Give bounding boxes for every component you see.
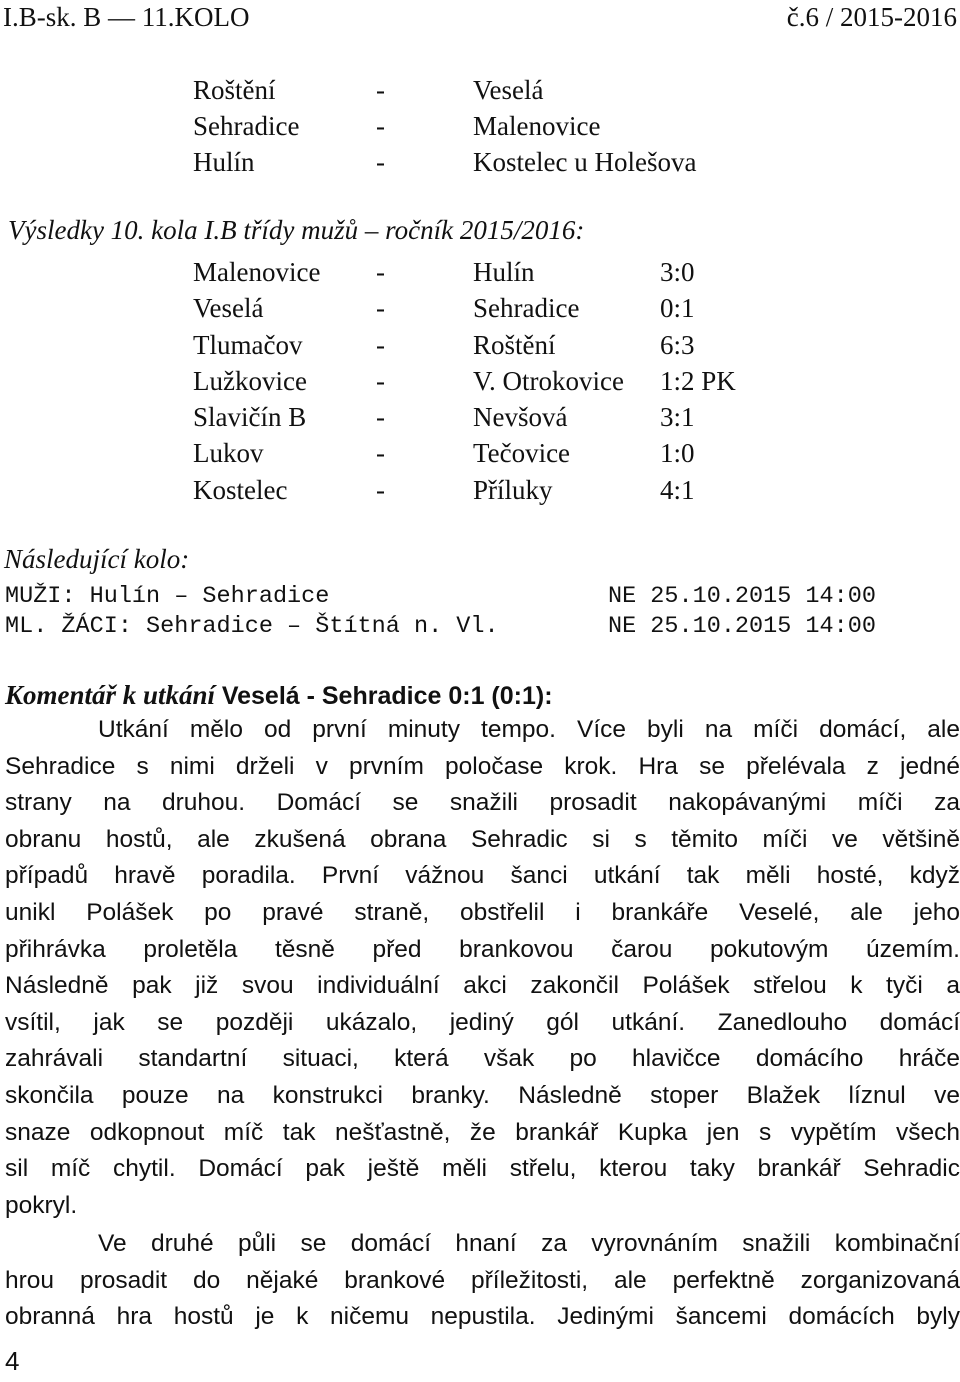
- result-home: Tlumačov: [193, 329, 303, 360]
- paragraph-line: unikl Polášek po pravé straně, obstřelil i brankáře Veselé, ale jeho: [5, 898, 960, 926]
- result-away: Nevšová: [473, 402, 568, 433]
- paragraph-line: sil míč chytil. Domácí pak ještě měli střelu, kterou taky brankář Sehradic: [5, 1155, 960, 1183]
- result-score: 0:1: [660, 293, 695, 324]
- fixture-row: [0, 108, 960, 144]
- result-home: Malenovice: [193, 257, 321, 287]
- result-row: [0, 363, 960, 399]
- paragraph-line: Ve druhé půli se domácí hnaní za vyrovnáním snažili kombinační: [98, 1230, 960, 1257]
- result-score: 6:3: [660, 329, 695, 360]
- result-score: 1:2 PK: [660, 365, 736, 396]
- fixture-home: Hulín: [193, 147, 255, 177]
- result-row: [0, 435, 960, 471]
- result-away: Sehradice: [473, 293, 580, 324]
- paragraph-line: vsítil, jak se později ukázalo, jediný gól utkání. Zanedlouho domácí: [5, 1008, 960, 1036]
- fixture-away: Malenovice: [473, 111, 601, 141]
- paragraph-line: hrou prosadit do nějaké brankové příležitosti, ale perfektně zorganizovaná: [5, 1266, 960, 1294]
- fixture-home: Sehradice: [193, 111, 300, 141]
- header-left: I.B-sk. B — 11.KOLO: [3, 2, 250, 32]
- result-row: [0, 399, 960, 435]
- paragraph-line: přihrávka proletěla těsně před brankovou čarou pokutovým územím.: [5, 935, 960, 963]
- comment-label: Komentář k utkání: [5, 680, 216, 710]
- result-row: [0, 290, 960, 326]
- result-away: V. Otrokovice: [473, 365, 624, 396]
- result-away: Příluky: [473, 474, 553, 505]
- result-home: Slavičín B: [193, 402, 307, 433]
- results-list: [0, 254, 960, 508]
- result-separator: -: [376, 474, 385, 505]
- result-separator: -: [376, 329, 385, 360]
- comment-heading: [5, 680, 553, 711]
- paragraph-line: snaze odkopnout míč tak nešťastně, že brankář Kupka jen s vypětím všech: [5, 1118, 960, 1146]
- comment-paragraph-2: [5, 1226, 960, 1336]
- result-row: [0, 327, 960, 363]
- fixture-row: [0, 144, 960, 180]
- result-separator: -: [376, 438, 385, 469]
- result-score: 3:1: [660, 402, 695, 433]
- result-separator: -: [376, 365, 385, 396]
- fixture-separator: -: [376, 75, 385, 105]
- result-away: Roštění: [473, 329, 556, 360]
- next-match: [5, 613, 876, 640]
- next-match: [5, 583, 876, 610]
- result-home: Lukov: [193, 438, 264, 469]
- paragraph-line: Sehradice s nimi drželi v prvním poločase krok. Hra se přelévala z jedné: [5, 752, 960, 780]
- paragraph-line: Následně pak již svou individuální akci zakončil Polášek střelou k tyči a: [5, 972, 960, 1000]
- next-match-datetime: NE 25.10.2015 14:00: [608, 613, 876, 640]
- result-score: 1:0: [660, 438, 695, 469]
- next-match-teams: MUŽI: Hulín – Sehradice: [5, 583, 330, 610]
- paragraph-line: skončila pouze na konstrukci branky. Následně stoper Blažek líznul ve: [5, 1081, 960, 1109]
- fixture-separator: -: [376, 147, 385, 177]
- result-home: Kostelec: [193, 474, 288, 505]
- results-title: Výsledky 10. kola I.B třídy mužů – ročník 2015/2016:: [8, 215, 585, 245]
- fixture-home: Roštění: [193, 75, 276, 105]
- paragraph-line: obranu hostů, ale zkušená obrana Sehradic si s těmito míči ve většině: [5, 825, 960, 853]
- fixtures-list: [0, 72, 960, 180]
- paragraph-line: Utkání mělo od první minuty tempo. Více byli na míči domácí, ale: [98, 716, 960, 743]
- result-row: [0, 254, 960, 290]
- result-home: Lužkovice: [193, 365, 307, 396]
- result-home: Veselá: [193, 293, 264, 324]
- next-round-title: Následující kolo:: [4, 544, 190, 574]
- fixture-separator: -: [376, 111, 385, 141]
- next-match-teams: ML. ŽÁCI: Sehradice – Štítná n. Vl.: [5, 613, 499, 640]
- next-match-datetime: NE 25.10.2015 14:00: [608, 583, 876, 610]
- result-row: [0, 472, 960, 508]
- result-separator: -: [376, 402, 385, 433]
- comment-match: Veselá - Sehradice 0:1 (0:1):: [221, 682, 553, 710]
- page-header: [3, 2, 957, 36]
- page-number: 4: [5, 1346, 20, 1376]
- comment-paragraph-1: [5, 712, 960, 1224]
- fixture-row: [0, 72, 960, 108]
- header-right: č.6 / 2015-2016: [786, 2, 957, 32]
- paragraph-line: případů hravě poradila. První vážnou šanci utkání tak měli hosté, když: [5, 862, 960, 890]
- result-away: Tečovice: [473, 438, 571, 469]
- paragraph-line: pokryl.: [5, 1191, 78, 1219]
- fixture-away: Veselá: [473, 75, 544, 105]
- paragraph-line: strany na druhou. Domácí se snažili prosadit nakopávanými míči za: [5, 789, 960, 817]
- result-score: 3:0: [660, 257, 695, 287]
- result-score: 4:1: [660, 474, 695, 505]
- result-separator: -: [376, 257, 385, 287]
- fixture-away: Kostelec u Holešova: [473, 147, 697, 177]
- paragraph-line: zahrávali standartní situaci, která však po hlavičce domácího hráče: [5, 1045, 960, 1073]
- paragraph-line: obranná hra hostů je k ničemu nepustila. Jedinými šancemi domácích byly: [5, 1303, 960, 1331]
- result-separator: -: [376, 293, 385, 324]
- result-away: Hulín: [473, 257, 535, 287]
